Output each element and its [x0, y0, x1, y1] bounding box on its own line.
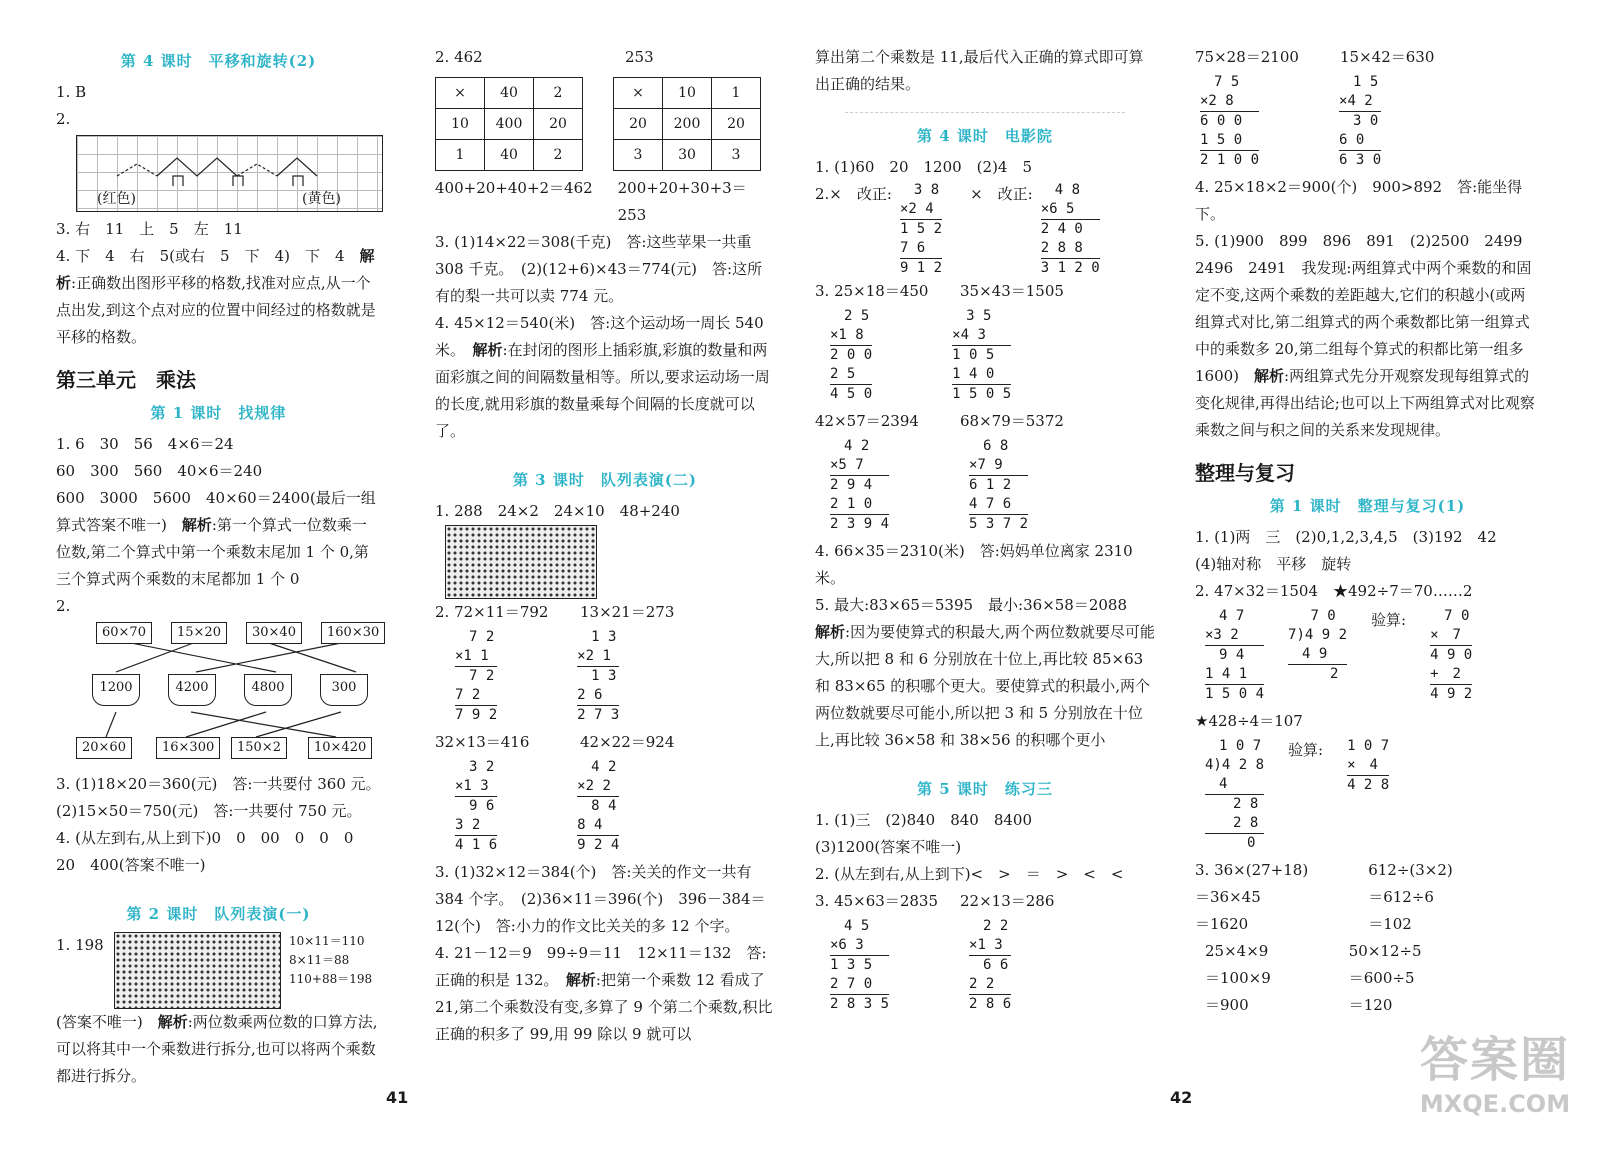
calc-row: 4 7 6: [969, 495, 1028, 515]
calc-row: 5 3 7 2: [969, 516, 1029, 532]
equation-row: [1195, 44, 1540, 71]
answer-line: 3. 45×63＝2835: [815, 892, 938, 910]
grid-table-1: [435, 77, 583, 171]
calc-row: 2 7 0: [830, 975, 889, 995]
cell: 2: [534, 140, 583, 171]
vertical-calc: [900, 181, 942, 278]
cell: 30: [663, 140, 712, 171]
answer-line: (2)15×50＝750(元) 答:一共要付 750 元。: [56, 802, 362, 820]
long-division: [1288, 607, 1347, 684]
equation-row: [815, 888, 1155, 915]
match-top-3: 30×40: [246, 622, 302, 644]
cell: 400: [485, 109, 534, 140]
cell: 1: [712, 78, 761, 109]
cell: 10: [436, 109, 485, 140]
long-division: [1205, 737, 1264, 853]
calc-row: ×7 9: [969, 456, 1028, 476]
answer-line: 68×79＝5372: [960, 412, 1064, 430]
vertical-calc: [830, 917, 889, 1014]
match-bot-3: 150×2: [231, 737, 287, 759]
calc-row: ×2 4: [900, 200, 942, 220]
vertical-calc: [455, 628, 497, 725]
analysis-label: 解析: [472, 341, 503, 359]
answer-text: 600 3000 5600 40×60＝2400(最后一组算式答案不唯一): [56, 489, 376, 534]
calc-row: 4 9 2: [1430, 686, 1473, 702]
calc-row: 7 2: [455, 629, 495, 645]
calc-row: 2 1 0 0: [1200, 152, 1260, 168]
calc-row: ×2 1: [577, 647, 619, 667]
split-note: 10×11＝110: [289, 934, 365, 948]
calc-row: 2 1 0: [830, 495, 889, 515]
answer-line: 1. 198: [56, 936, 104, 954]
answer-line: 20 400(答案不唯一): [56, 856, 206, 874]
grid-tables: [435, 77, 775, 171]
calc-row: 6 8: [969, 438, 1009, 454]
stepwise-calc: [1368, 857, 1453, 938]
figure-label-red: (红色): [97, 191, 136, 207]
watermark-url: MXQE.COM: [1419, 1090, 1571, 1118]
correction-row: [815, 181, 1155, 278]
calc-row: 1 3: [577, 668, 617, 684]
stepwise-row: [1205, 938, 1540, 1019]
answer-line: × 改正:: [970, 185, 1033, 203]
vertical-calc-row: [455, 628, 775, 725]
calc-row: 2 2: [969, 918, 1009, 934]
vertical-calc-row: [455, 758, 775, 855]
answer-text: :两位数乘两位数的口算方法,可以将其中一个乘数进行拆分,也可以将两个乘数都进行拆分。: [56, 1013, 378, 1085]
equation-row: [435, 599, 775, 626]
calc-row: 1 5 0 4: [1205, 686, 1265, 702]
vertical-calc: [1205, 607, 1264, 704]
answer-text: :把第一个乘数 12 看成了 21,第二个乘数没有变,多算了 9 个第二个乘数,积比正确的积多了 99,用 99 除以 9 就可以: [435, 971, 773, 1043]
stepwise-calc: [1349, 938, 1422, 1019]
calc-row: 6 3 0: [1339, 152, 1382, 168]
cell: 200: [663, 109, 712, 140]
dot-array-row: [56, 932, 381, 1009]
calc-row: 2 7 3: [577, 707, 620, 723]
answer-line: 60 300 560 40×6＝240: [56, 462, 263, 480]
answer-line: 3. 25×18＝450: [815, 282, 929, 300]
split-note: 110+88＝198: [289, 972, 373, 986]
answer-line: [435, 940, 775, 1048]
answer-line: 2.× 改正:: [815, 185, 892, 203]
step-line: ＝1620: [1195, 915, 1249, 933]
calc-row: 7 2: [455, 686, 497, 706]
equation-row: [815, 408, 1155, 435]
answer-line: 1. 6 30 56 4×6＝24: [56, 435, 234, 453]
answer-line: 35×43＝1505: [960, 282, 1064, 300]
calc-row: 6 6: [969, 957, 1009, 973]
calc-row: ×1 3: [455, 777, 497, 797]
answer-text: 5. (1)900 899 896 891 (2)2500 2499 2496 2491 我发现:两组算式中两个乘数的和固定不变,这两个乘数的差距越大,它们的积越小(或两组算式对比,第二组算式的两个乘数都比第一组算式中的乘数多 20,第二组每个算式的积都比第一组多 1600): [1195, 232, 1538, 385]
analysis-label: 解析: [157, 1013, 188, 1031]
answer-text: :正确数出图形平移的格数,找准对应点,从一个点出发,到这个点对应的位置中间经过的格数就是平移的格数。: [56, 274, 376, 346]
calc-row: 3 1 2 0: [1040, 260, 1100, 276]
cell: 40: [485, 78, 534, 109]
vertical-calc-row: [830, 437, 1155, 534]
check-label: 验算:: [1371, 611, 1407, 629]
vertical-calc: [1347, 737, 1389, 795]
answer-line: 253: [625, 48, 654, 66]
calc-row: 6 1 2: [969, 477, 1012, 493]
calc-row: 2 5: [830, 365, 872, 385]
calc-row: ×1 1: [455, 647, 497, 667]
lesson-title: 第 4 课时 电影院: [917, 127, 1053, 145]
calc-row: 6 0 0: [1200, 113, 1243, 129]
equation-row: [815, 278, 1155, 305]
divider: [845, 112, 1125, 113]
calc-row: ×4 3: [952, 326, 1011, 346]
translation-figure: [76, 135, 383, 212]
answer-text: 4. 45×12＝540(米) 答:这个运动场一周长 540 米。: [435, 314, 769, 359]
answer-line: 2. 47×32＝1504 ★492÷7＝70……2: [1195, 582, 1473, 600]
column-1: [56, 44, 381, 1090]
vertical-calc: [1200, 73, 1259, 170]
column-3: [815, 44, 1155, 1018]
answer-line: 算出第二个乘数是 11,最后代入正确的算式即可算出正确的结果。: [815, 48, 1144, 93]
calc-row: 3 2: [455, 816, 497, 836]
answer-line: [1195, 228, 1540, 444]
matching-figure: [76, 622, 380, 767]
calc-row: 3 0: [1339, 113, 1379, 129]
calc-row: 4 2 8: [1347, 777, 1390, 793]
match-top-2: 15×20: [171, 622, 227, 644]
calc-row: ×2 2: [577, 777, 619, 797]
calc-row: × 7: [1430, 626, 1472, 646]
vertical-calc: [577, 758, 619, 855]
calc-row: 1 3: [577, 629, 617, 645]
answer-text: :两组算式先分开观察发现每组算式的变化规律,再得出结论;也可以上下两组算式对比观察乘数之间与积之间的关系来发现规律。: [1195, 367, 1535, 439]
calc-row: 1 5 0: [1200, 131, 1259, 151]
answer-line: 1. 288 24×2 24×10 48+240: [435, 502, 680, 520]
calc-row: × 4: [1347, 756, 1389, 776]
calc-row: 6 0: [1339, 131, 1381, 151]
answer-line: 1. (1)三 (2)840 840 8400: [815, 811, 1033, 829]
lesson-title: 第 1 课时 找规律: [150, 404, 287, 422]
grid-table-2: [613, 77, 761, 171]
calc-row: 4 9: [1288, 645, 1347, 665]
cell: 20: [614, 109, 663, 140]
answer-line: [435, 310, 775, 445]
calc-row: 9 6: [455, 798, 495, 814]
vertical-calc-row: [830, 307, 1155, 404]
calc-row: 4 7: [1205, 608, 1245, 624]
answer-line: 4. 66×35＝2310(米) 答:妈妈单位离家 2310 米。: [815, 542, 1138, 587]
answer-line: 3. 右 11 上 5 左 11: [56, 220, 243, 238]
calc-row: 8 4: [577, 816, 619, 836]
calc-row: + 2: [1430, 665, 1472, 685]
calc-row: 1 4 1: [1205, 665, 1264, 685]
table-headings: [435, 44, 775, 71]
step-line: ＝612÷6: [1368, 888, 1434, 906]
column-4: [1195, 44, 1540, 1019]
answer-line: 3. (1)18×20＝360(元) 答:一共要付 360 元。: [56, 775, 381, 793]
cell: 3: [712, 140, 761, 171]
match-mid-1: 1200: [92, 674, 140, 706]
calc-row: ×1 8: [830, 326, 872, 346]
vertical-calc: [577, 628, 619, 725]
calc-row: 0: [1205, 835, 1256, 851]
calc-row: 2 9 4: [830, 477, 873, 493]
calc-row: 2: [1288, 666, 1339, 682]
match-top-1: 60×70: [96, 622, 152, 644]
answer-line: 200+20+30+3＝253: [617, 179, 747, 224]
page-number-right: 42: [1170, 1088, 1193, 1107]
calc-row: 4 5: [830, 918, 870, 934]
step-line: 612÷(3×2): [1368, 861, 1453, 879]
calc-row: 9 4: [1205, 647, 1245, 663]
dot-array: [445, 525, 597, 599]
step-line: ＝120: [1348, 996, 1393, 1014]
calc-row: 4 9 0: [1430, 647, 1473, 663]
step-line: ＝36×45: [1195, 888, 1261, 906]
cell: 40: [485, 140, 534, 171]
answer-text: 5. 最大:83×65＝5395 最小:36×58＝2088: [815, 596, 1143, 614]
answer-line: 2. 462: [435, 48, 483, 66]
calc-row: 4 2: [830, 438, 870, 454]
vertical-calc: [830, 307, 872, 404]
answer-line: 4. (从左到右,从上到下)0 0 00 0 0 0: [56, 829, 354, 847]
answer-line: 75×28＝2100: [1195, 48, 1299, 66]
step-line: 3. 36×(27+18): [1195, 861, 1309, 879]
answer-line: [815, 592, 1155, 754]
vertical-calc: [455, 758, 497, 855]
analysis-label: 解析: [56, 247, 375, 292]
shape-figure: [77, 136, 382, 186]
answer-line: [56, 243, 381, 351]
equation-row: [435, 729, 775, 756]
cell: 3: [614, 140, 663, 171]
vertical-calc: [969, 437, 1028, 534]
calc-row: ×6 5: [1041, 200, 1100, 220]
vertical-calc: [830, 437, 889, 534]
answer-line: 3. (1)32×12＝384(个) 答:关关的作文一共有 384 个字。 (2)36×11＝396(个) 396－384＝12(个) 答:小力的作文比关关的多 12 个字。: [435, 863, 766, 935]
vertical-calc-row: [1205, 607, 1540, 704]
split-notes: [289, 932, 372, 989]
calc-row: 4 1 6: [455, 837, 498, 853]
analysis-label: 解析: [1254, 367, 1285, 385]
calc-row: 2 2: [969, 975, 1011, 995]
check-label: 验算:: [1288, 741, 1324, 759]
figure-label-yellow: (黄色): [302, 191, 341, 207]
match-bot-4: 10×420: [308, 737, 372, 759]
answer-text: 4. 21－12＝9 99÷9＝11 12×11＝132 答:正确的积是 132。: [435, 944, 767, 989]
step-line: ＝100×9: [1205, 969, 1271, 987]
step-line: 25×4×9: [1205, 942, 1269, 960]
calc-row: 7 0: [1288, 608, 1336, 624]
calc-row: 7 9 2: [455, 707, 498, 723]
stepwise-calc: [1195, 857, 1308, 938]
calc-row: 1 0 7: [1205, 738, 1262, 754]
dot-array: [114, 932, 281, 1009]
vertical-calc: [969, 917, 1011, 1014]
calc-row: ×5 7: [830, 456, 889, 476]
answer-line: [56, 485, 381, 593]
step-line: 50×12÷5: [1348, 942, 1422, 960]
answer-text: 4. 下 4 右 5(或右 5 下 4) 下 4: [56, 247, 360, 265]
calc-row: 1 0 7: [1347, 738, 1390, 754]
lesson-title: 第 2 课时 队列表演(一): [126, 905, 311, 923]
answer-line: 15×42＝630: [1340, 48, 1435, 66]
match-top-4: 160×30: [321, 622, 385, 644]
answer-line: (3)1200(答案不唯一): [815, 838, 962, 856]
calc-row: 2 0 0: [830, 347, 873, 363]
answer-line: 42×57＝2394: [815, 412, 919, 430]
answer-text: :因为要使算式的积最大,两个两位数就要尽可能大,所以把 8 和 6 分别放在十位上,再比较 85×63 和 83×65 的积哪个更大。要使算式的积最小,两个两位数就要尽可能小,所以把 3 和 5 分别放在十位上,再比较 36×58 和 38×56 的积哪个更小: [815, 623, 1155, 749]
calc-row: 4: [1205, 775, 1264, 795]
answer-line: 1. B: [56, 83, 87, 101]
answer-line: 42×22＝924: [580, 733, 675, 751]
calc-row: 9 2 4: [577, 837, 620, 853]
match-mid-3: 4800: [244, 674, 292, 706]
cell: 1: [436, 140, 485, 171]
calc-row: 2 8 3 5: [830, 996, 890, 1012]
analysis-label: 解析: [815, 623, 846, 641]
calc-row: 1 3 5: [830, 957, 873, 973]
calc-row: 7 2: [455, 668, 495, 684]
answer-line: [56, 1009, 381, 1090]
vertical-calc-row: [1205, 737, 1540, 853]
match-mid-2: 4200: [168, 674, 216, 706]
page-number-left: 41: [386, 1088, 409, 1107]
cell: ×: [614, 78, 663, 109]
calc-row: ×6 3: [830, 936, 889, 956]
answer-line: 3. (1)14×22＝308(千克) 答:这些苹果一共重 308 千克。 (2)(12+6)×43＝774(元) 答:这所有的梨一共可以卖 774 元。: [435, 233, 763, 305]
cell: 10: [663, 78, 712, 109]
calc-row: 1 4 0: [952, 365, 1011, 385]
answer-line: 22×13＝286: [960, 892, 1055, 910]
match-bot-2: 16×300: [156, 737, 220, 759]
unit-title: 整理与复习: [1195, 461, 1295, 485]
calc-row: 4 8: [1040, 182, 1081, 198]
analysis-label: 解析: [181, 516, 212, 534]
answer-line: 1. (1)60 20 1200 (2)4 5: [815, 158, 1033, 176]
answer-line: 13×21＝273: [580, 603, 675, 621]
calc-row: ×3 2: [1205, 626, 1264, 646]
lesson-title: 第 5 课时 练习三: [917, 780, 1053, 798]
answer-text: :第一个算式一位数乘一位数,第二个算式中第一个乘数末尾加 1 个 0,第三个算式两个乘数的末尾都加 1 个 0: [56, 516, 369, 588]
answer-line: 1. (1)两 三 (2)0,1,2,3,4,5 (3)192 42: [1195, 528, 1497, 546]
calc-row: ×2 8: [1200, 92, 1259, 112]
calc-row: 3 2: [455, 759, 495, 775]
answer-text: (答案不唯一): [56, 1013, 158, 1031]
stepwise-row: [1195, 857, 1540, 938]
answer-line: 2.: [56, 597, 71, 615]
calc-row: 2 3 9 4: [830, 516, 890, 532]
vertical-calc-row: [1200, 73, 1540, 170]
vertical-calc: [1041, 181, 1100, 278]
answer-line: 400+20+40+2＝462: [435, 179, 593, 197]
watermark-logo: [1400, 1030, 1590, 1140]
calc-row: 7)4 9 2: [1288, 627, 1348, 643]
calc-row: ×4 2: [1339, 92, 1381, 112]
cell: 20: [712, 109, 761, 140]
calc-row: 1 0 5: [952, 347, 995, 363]
vertical-calc: [1339, 73, 1381, 170]
column-2: [435, 44, 775, 1048]
lesson-title: 第 3 课时 队列表演(二): [512, 471, 698, 489]
answer-line: 32×13＝416: [435, 733, 530, 751]
stepwise-calc: [1205, 938, 1271, 1019]
calc-row: 2 4 0: [1040, 221, 1083, 237]
answer-line: 4. 25×18×2＝900(个) 900>892 答:能坐得下。: [1195, 178, 1523, 223]
vertical-calc-row: [830, 917, 1155, 1014]
match-mid-4: 300: [320, 674, 368, 706]
cell: ×: [436, 78, 485, 109]
answer-line: 2.: [56, 110, 71, 128]
calc-row: 1 5 0 5: [952, 386, 1012, 402]
sum-row: [435, 175, 775, 229]
answer-line: (4)轴对称 平移 旋转: [1195, 555, 1352, 573]
calc-row: 2 5: [830, 308, 870, 324]
step-line: ＝600÷5: [1348, 969, 1415, 987]
vertical-calc: [952, 307, 1011, 404]
calc-row: 2 8: [1205, 814, 1264, 834]
calc-row: 9 1 2: [899, 260, 943, 276]
answer-text: :在封闭的图形上插彩旗,彩旗的数量和两面彩旗之间的间隔数量相等。所以,要求运动场一周的长度,就用彩旗的数量乘每个间隔的长度就可以了。: [435, 341, 770, 440]
calc-row: 4 5 0: [830, 386, 873, 402]
calc-row: 2 6: [577, 686, 619, 706]
step-line: ＝900: [1205, 996, 1249, 1014]
analysis-label: 解析: [565, 971, 596, 989]
calc-row: 3 8: [899, 182, 940, 198]
calc-row: 7 0: [1430, 608, 1470, 624]
match-bot-1: 20×60: [76, 737, 132, 759]
lesson-title: 第 4 课时 平移和旋转(2): [120, 52, 317, 70]
calc-row: 4)4 2 8: [1205, 757, 1265, 773]
calc-row: 3 5: [952, 308, 992, 324]
watermark-text: 答案圈: [1419, 1032, 1570, 1088]
calc-row: 2 8 8: [1041, 239, 1100, 259]
cell: 2: [534, 78, 583, 109]
calc-row: 1 5: [1339, 74, 1379, 90]
answer-line: 2. 72×11＝792: [435, 603, 549, 621]
vertical-calc: [1430, 607, 1472, 704]
calc-row: 7 5: [1200, 74, 1240, 90]
calc-row: 7 6: [900, 239, 942, 259]
cell: 20: [534, 109, 583, 140]
calc-row: ×1 3: [969, 936, 1011, 956]
calc-row: 2 8 6: [969, 996, 1012, 1012]
calc-row: 4 2: [577, 759, 617, 775]
split-note: 8×11＝88: [289, 953, 350, 967]
step-line: ＝102: [1368, 915, 1412, 933]
answer-line: ★428÷4＝107: [1195, 712, 1303, 730]
unit-title: 第三单元 乘法: [56, 368, 196, 392]
answer-line: 2. (从左到右,从上到下)< > ＝ > < <: [815, 865, 1124, 883]
calc-row: 2 8: [1205, 796, 1259, 812]
calc-row: 1 5 2: [899, 221, 943, 237]
calc-row: 8 4: [577, 798, 617, 814]
lesson-title: 第 1 课时 整理与复习(1): [1269, 497, 1466, 515]
